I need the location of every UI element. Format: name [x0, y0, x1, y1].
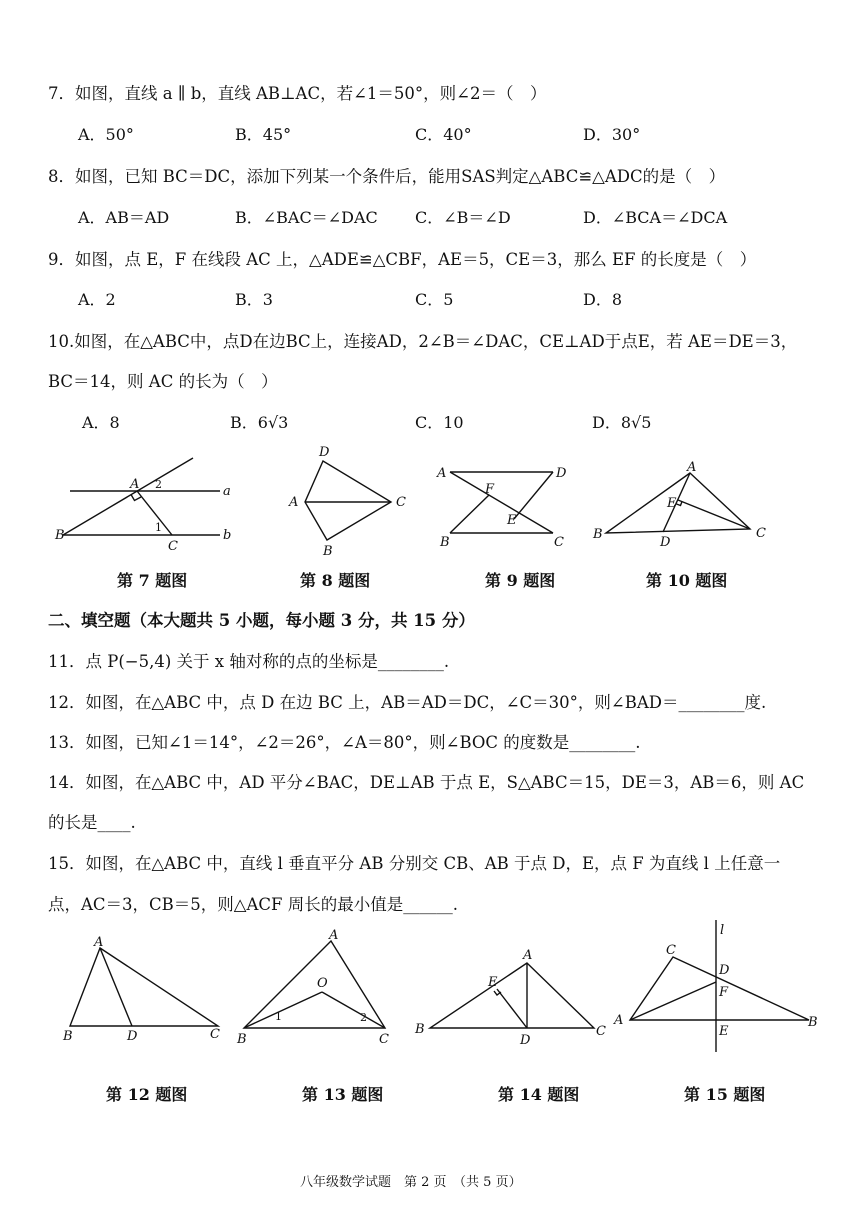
label-b-point: B [55, 528, 65, 543]
label-b: B [323, 544, 333, 559]
label-c: C [756, 526, 766, 541]
label-e: E [488, 975, 498, 990]
label-c: C [554, 535, 564, 550]
line-ce [678, 500, 750, 529]
line-ac [450, 472, 553, 533]
label-b: B [63, 1029, 73, 1044]
label-a: A [687, 460, 697, 475]
label-e: E [667, 496, 677, 511]
caption-figure-14: 第 14 题图 [498, 1085, 580, 1104]
label-angle-2: 2 [360, 1011, 367, 1024]
label-b: B [237, 1032, 247, 1047]
q7-option-c: C．40° [415, 125, 472, 144]
triangle-abc [70, 948, 218, 1026]
triangle-abc [606, 473, 750, 533]
q8-option-b: B．∠BAC＝∠DAC [235, 208, 378, 227]
label-angle-1: 1 [275, 1010, 282, 1023]
label-b: B [593, 527, 603, 542]
label-c: C [666, 943, 676, 958]
caption-figure-13: 第 13 题图 [302, 1085, 384, 1104]
caption-figure-7: 第 7 题图 [117, 571, 188, 590]
label-f: F [485, 482, 495, 497]
label-a: A [94, 935, 104, 950]
label-d: D [127, 1029, 138, 1044]
question-12-text: 12．如图，在△ABC 中，点 D 在边 BC 上，AB＝AD＝DC，∠C＝30°，则∠BAD＝________度. [48, 693, 767, 712]
triangle-abc [430, 963, 594, 1028]
line-ad [100, 948, 132, 1026]
caption-figure-15: 第 15 题图 [684, 1085, 766, 1104]
figure-14-diagram [410, 943, 610, 1053]
section-2-heading: 二、填空题（本大题共 5 小题，每小题 3 分，共 15 分） [48, 611, 475, 630]
q10-option-d: D．8√5 [592, 413, 652, 432]
quadrilateral [305, 461, 391, 540]
label-f: F [719, 985, 729, 1000]
label-c: C [396, 495, 406, 510]
question-14-text-line2: 的长是____. [48, 813, 136, 832]
question-10-text-line2: BC＝14，则 AC 的长为（ ） [48, 372, 278, 391]
label-line-a: a [223, 484, 231, 499]
q10-option-a: A．8 [82, 413, 120, 432]
line-co [322, 992, 385, 1028]
caption-figure-9: 第 9 题图 [485, 571, 556, 590]
q7-option-a: A．50° [78, 125, 134, 144]
q9-option-d: D．8 [583, 290, 623, 309]
label-c: C [210, 1027, 220, 1042]
q9-option-b: B．3 [235, 290, 273, 309]
question-7-text: 7．如图，直线 a ∥ b，直线 AB⊥AC，若∠1＝50°，则∠2＝（ ） [48, 84, 547, 103]
label-b: B [415, 1022, 425, 1037]
label-d: D [660, 535, 671, 550]
q9-option-c: C．5 [415, 290, 454, 309]
q8-option-c: C．∠B＝∠D [415, 208, 511, 227]
q7-option-b: B．45° [235, 125, 292, 144]
label-d: D [520, 1033, 531, 1048]
label-a: A [614, 1013, 624, 1028]
question-8-text: 8．如图，已知 BC＝DC，添加下列某一个条件后，能用SAS判定△ABC≌△ADC的是（ ） [48, 167, 726, 186]
label-d: D [319, 445, 330, 460]
figure-9-diagram [432, 460, 572, 550]
question-15-text-line2: 点，AC＝3，CB＝5，则△ACF 周长的最小值是______. [48, 895, 458, 914]
label-line-b: b [223, 528, 232, 543]
question-13-text: 13．如图，已知∠1＝14°，∠2＝26°，∠A＝80°，则∠BOC 的度数是________. [48, 733, 641, 752]
line-ab [63, 458, 193, 535]
label-a: A [329, 928, 339, 943]
label-angle-1: 1 [155, 521, 162, 534]
label-c-point: C [168, 539, 178, 554]
line-bo [244, 992, 322, 1028]
q8-option-a: A．AB＝AD [78, 208, 170, 227]
line-de [514, 472, 553, 519]
right-angle-mark [494, 991, 501, 995]
figure-7-diagram [55, 455, 240, 555]
caption-figure-12: 第 12 题图 [106, 1085, 188, 1104]
caption-figure-8: 第 8 题图 [300, 571, 371, 590]
figure-8-diagram [285, 443, 415, 558]
label-b: B [440, 535, 450, 550]
label-a-point: A [130, 477, 140, 492]
label-e: E [507, 513, 517, 528]
label-o: O [317, 976, 328, 991]
question-9-text: 9．如图，点 E，F 在线段 AC 上，△ADE≌△CBF，AE＝5，CE＝3，那么 EF 的长度是（ ） [48, 250, 757, 269]
q7-option-d: D．30° [583, 125, 641, 144]
q8-option-d: D．∠BCA＝∠DCA [583, 208, 728, 227]
label-d: D [556, 466, 567, 481]
page-footer: 八年级数学试题 第 2 页 （共 5 页） [300, 1175, 522, 1190]
right-angle-mark [131, 495, 141, 501]
label-b: B [808, 1015, 818, 1030]
label-e: E [719, 1024, 729, 1039]
line-de [497, 989, 527, 1028]
label-c: C [596, 1024, 606, 1039]
q10-option-b: B．6√3 [230, 413, 289, 432]
caption-figure-10: 第 10 题图 [646, 571, 728, 590]
q10-option-c: C．10 [415, 413, 464, 432]
label-c: C [379, 1032, 389, 1047]
label-angle-2: 2 [155, 478, 162, 491]
figure-10-diagram [590, 460, 770, 550]
label-l: l [720, 923, 725, 938]
figure-13-diagram [232, 925, 402, 1050]
q9-option-a: A．2 [78, 290, 116, 309]
line-bf [450, 495, 489, 533]
figure-12-diagram [60, 933, 235, 1048]
label-d: D [719, 963, 730, 978]
label-a: A [523, 948, 533, 963]
figure-15-diagram [608, 915, 828, 1055]
label-a: A [437, 466, 447, 481]
question-14-text-line1: 14．如图，在△ABC 中，AD 平分∠BAC，DE⊥AB 于点 E，S△ABC＝15，DE＝3，AB＝6，则 AC [48, 773, 805, 792]
question-15-text-line1: 15．如图，在△ABC 中，直线 l 垂直平分 AB 分别交 CB、AB 于点 D，E，点 F 为直线 l 上任意一 [48, 854, 781, 873]
question-10-text-line1: 10.如图，在△ABC中，点D在边BC上，连接AD，2∠B＝∠DAC，CE⊥AD于点E，若 AE＝DE＝3， [48, 332, 798, 351]
question-11-text: 11．点 P(−5,4) 关于 x 轴对称的点的坐标是________. [48, 652, 450, 671]
label-a: A [289, 495, 299, 510]
